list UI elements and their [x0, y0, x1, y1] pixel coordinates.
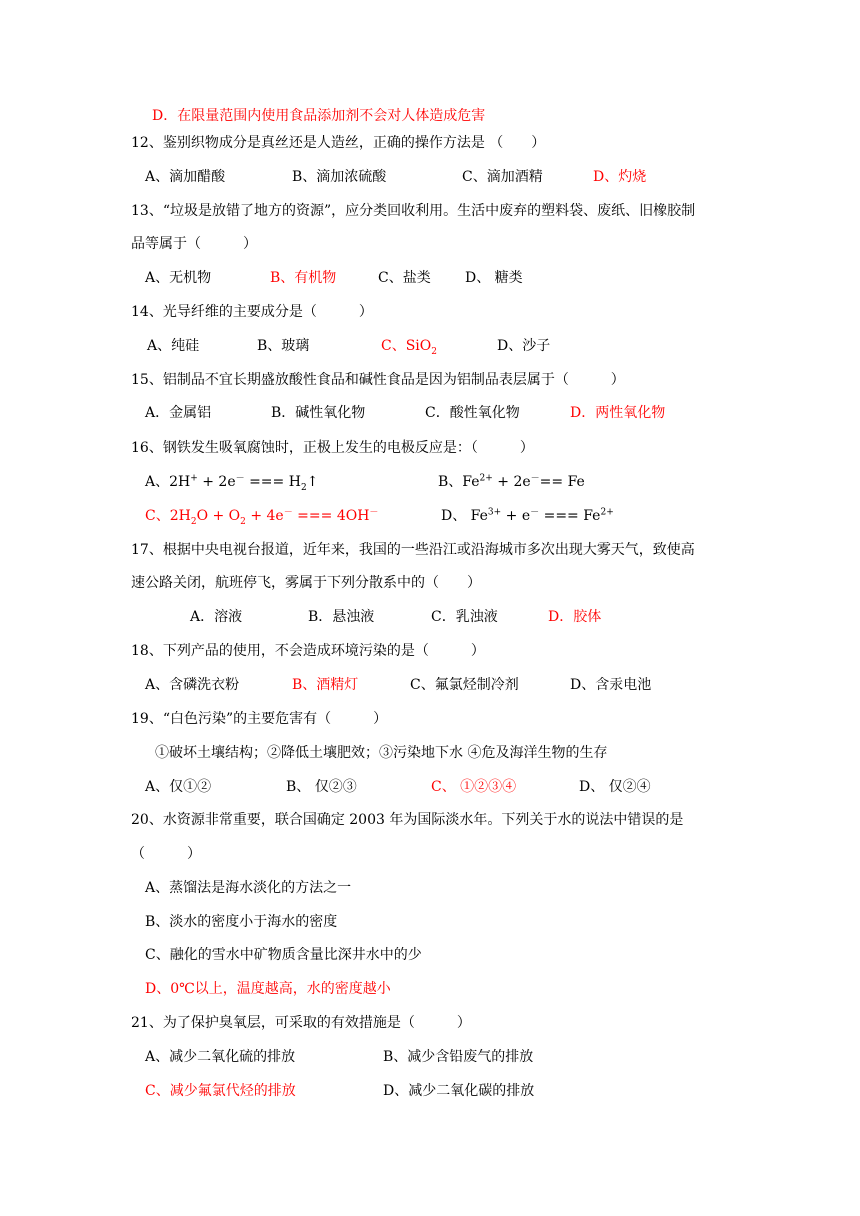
- q12-option-b: B、滴加浓硫酸: [292, 169, 387, 185]
- q13-option-d: D、 糖类: [465, 270, 523, 286]
- q16-stem: 16、钢铁发生吸氧腐蚀时，正极上发生的电极反应是：（ ）: [131, 440, 534, 456]
- q16-option-b: B、$Fe^{2+} + 2e^-== Fe$: [438, 473, 585, 490]
- q21-option-d: D、减少二氧化碳的排放: [383, 1083, 535, 1099]
- q19-option-b: B、 仅②③: [286, 779, 357, 795]
- q13-stem-line1: 13、“垃圾是放错了地方的资源”，应分类回收利用。生活中废弃的塑料袋、废纸、旧橡胶制: [131, 203, 696, 219]
- q17-option-b: B．悬浊液: [308, 609, 375, 625]
- q15-stem: 15、铝制品不宜长期盛放酸性食品和碱性食品是因为铝制品表层属于（ ）: [131, 372, 625, 388]
- q19-option-a: A、仅①②: [145, 779, 212, 795]
- q12-stem: 12、鉴别织物成分是真丝还是人造丝，正确的操作方法是 （ ）: [131, 135, 546, 151]
- q21-stem: 21、为了保护臭氧层，可采取的有效措施是（ ）: [131, 1015, 471, 1031]
- q13-option-b: B、有机物: [270, 270, 337, 286]
- q13-option-a: A、无机物: [145, 270, 212, 286]
- q20-option-c: C、融化的雪水中矿物质含量比深井水中的少: [145, 947, 422, 963]
- q21-option-b: B、减少含铅废气的排放: [383, 1049, 534, 1065]
- q19-stem: 19、“白色污染”的主要危害有（ ）: [131, 711, 388, 727]
- q15-option-b: B．碱性氧化物: [271, 405, 366, 421]
- q17-stem-line1: 17、根据中央电视台报道，近年来，我国的一些沿江或沿海城市多次出现大雾天气，致使高: [131, 542, 695, 558]
- q16-option-d: D、 $Fe^{3+} + e^-$ === $Fe^{2+}$: [441, 507, 614, 524]
- q14-option-a: A、纯硅: [147, 338, 200, 354]
- q13-stem-line2: 品等属于（ ）: [131, 236, 257, 252]
- q16-option-c: C、$2H_2O + O_2 + 4e^-$ === 4OH－: [145, 507, 379, 527]
- q16-option-a: A、2H+ + 2e－ === $H_2↑$: [145, 473, 319, 493]
- q13-option-c: C、盐类: [378, 270, 431, 286]
- q20-option-b: B、淡水的密度小于海水的密度: [145, 914, 338, 930]
- q18-stem: 18、下列产品的使用，不会造成环境污染的是（ ）: [131, 643, 485, 659]
- q14-option-b: B、玻璃: [257, 338, 310, 354]
- q20-option-d: D、0℃以上，温度越高，水的密度越小: [145, 981, 391, 997]
- q20-option-a: A、蒸馏法是海水淡化的方法之一: [145, 880, 352, 896]
- q18-option-a: A、含磷洗衣粉: [145, 677, 240, 693]
- q18-option-b: B、酒精灯: [292, 677, 359, 693]
- q17-option-c: C．乳浊液: [431, 609, 498, 625]
- q15-option-a: A．金属铝: [145, 405, 212, 421]
- q15-option-d: D．两性氧化物: [570, 405, 666, 421]
- q15-option-c: C．酸性氧化物: [425, 405, 520, 421]
- q11-option-d: D．在限量范围内使用食品添加剂不会对人体造成危害: [152, 108, 486, 124]
- q17-option-a: A．溶液: [190, 609, 243, 625]
- q17-option-d: D．胶体: [548, 609, 602, 625]
- q21-option-a: A、减少二氧化硫的排放: [145, 1049, 296, 1065]
- q18-option-c: C、氟氯烃制冷剂: [410, 677, 519, 693]
- q19-option-c: C、 ①②③④: [431, 779, 517, 795]
- q14-option-d: D、沙子: [497, 338, 551, 354]
- q12-option-c: C、滴加酒精: [462, 169, 543, 185]
- q12-option-a: A、滴加醋酸: [145, 169, 226, 185]
- q21-option-c: C、减少氟氯代烃的排放: [145, 1083, 296, 1099]
- q20-stem-line2: （ ）: [131, 846, 201, 862]
- q14-option-c: C、SiO$_2$: [381, 338, 437, 357]
- q18-option-d: D、含汞电池: [570, 677, 652, 693]
- q14-stem: 14、光导纤维的主要成分是（ ）: [131, 304, 373, 320]
- q19-option-d: D、 仅②④: [579, 779, 651, 795]
- q20-stem-line1: 20、水资源非常重要，联合国确定 2003 年为国际淡水年。下列关于水的说法中错误的是: [131, 812, 684, 828]
- q19-items: ①破坏土壤结构；②降低土壤肥效；③污染地下水 ④危及海洋生物的生存: [155, 745, 608, 761]
- q12-option-d: D、灼烧: [593, 169, 647, 185]
- q17-stem-line2: 速公路关闭，航班停飞，雾属于下列分散系中的（ ）: [131, 575, 481, 591]
